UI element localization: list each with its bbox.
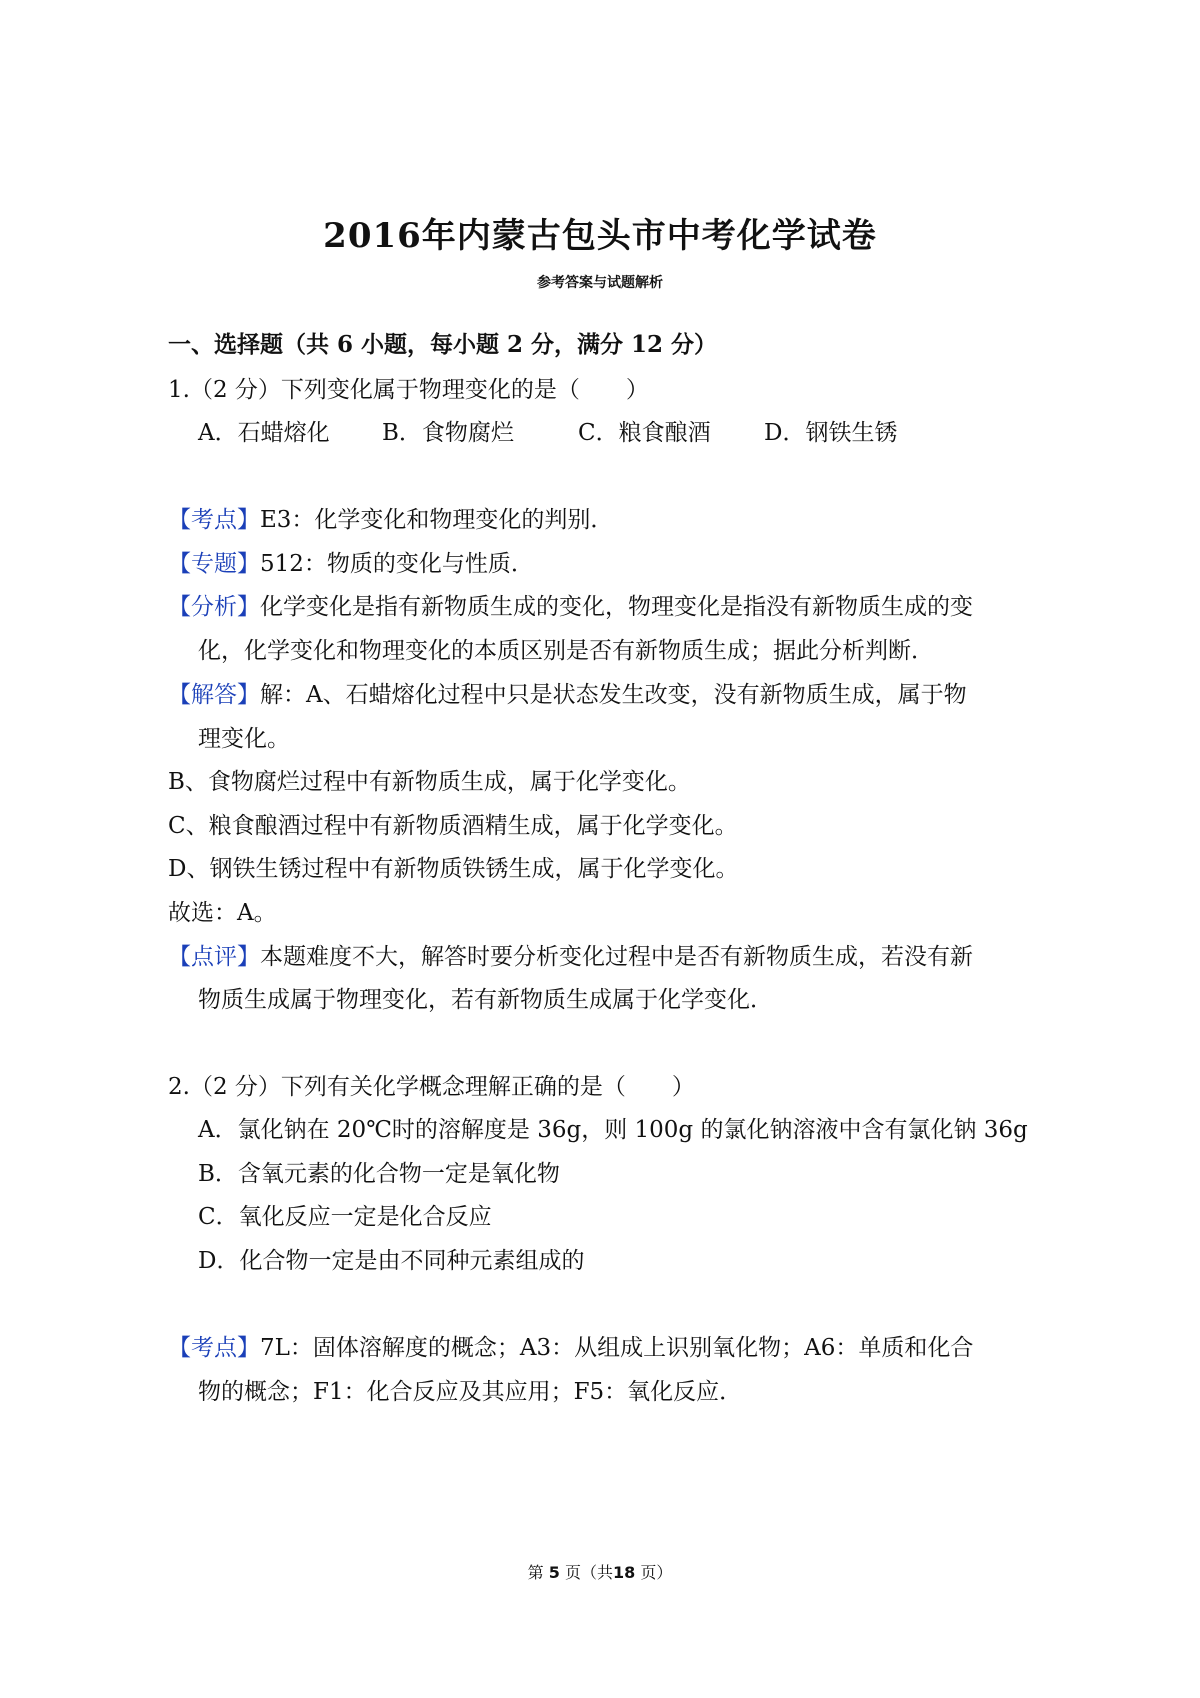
kaodian-text: E3：化学变化和物理变化的判别． [260,507,614,533]
q1-option-b: B．食物腐烂 [382,420,514,446]
q1-jieda-b: B、食物腐烂过程中有新物质生成，属于化学变化。 [168,769,691,795]
question-2-stem: 2.（2 分）下列有关化学概念理解正确的是（ ） [168,1074,695,1100]
page-subtitle: 参考答案与试题解析 [537,275,663,291]
q2-option-c: C．氧化反应一定是化合反应 [198,1204,492,1230]
fenxi-tag: 【分析】 [168,594,260,620]
q1-jieda-c: C、粮食酿酒过程中有新物质酒精生成，属于化学变化。 [168,813,738,839]
section-heading: 一、选择题（共 6 小题，每小题 2 分，满分 12 分） [168,331,718,358]
q2-kaodian-tag: 【考点】 [168,1335,260,1361]
q1-option-d: D．钢铁生锈 [764,420,898,446]
dianping-tag: 【点评】 [168,944,260,970]
zhuanti-text: 512：物质的变化与性质． [260,551,534,577]
q1-option-a: A．石蜡熔化 [198,420,330,446]
q1-answer: 故选：A。 [168,900,277,926]
question-1-stem: 1.（2 分）下列变化属于物理变化的是（ ） [168,377,649,403]
q1-fenxi [168,592,973,622]
q2-kaodian-text-1: 7L：固体溶解度的概念；A3：从组成上识别氧化物；A6：单质和化合 [260,1335,974,1361]
q2-option-b: B．含氧元素的化合物一定是氧化物 [198,1161,560,1187]
kaodian-tag: 【考点】 [168,507,260,533]
dianping-text-1: 本题难度不大，解答时要分析变化过程中是否有新物质生成，若没有新 [260,944,973,970]
fenxi-text-1: 化学变化是指有新物质生成的变化，物理变化是指没有新物质生成的变 [260,594,973,620]
footer-suffix: 页） [640,1563,673,1582]
footer-total-pages: 18 [612,1563,636,1582]
q2-kaodian [168,1333,973,1363]
q1-dianping [168,942,973,972]
q1-zhuanti [168,549,534,579]
q1-option-c: C．粮食酿酒 [578,420,711,446]
footer-page-number: 5 [548,1563,560,1582]
q1-jieda-d: D、钢铁生锈过程中有新物质铁锈生成，属于化学变化。 [168,856,739,882]
q1-fenxi-cont: 化，化学变化和物理变化的本质区别是否有新物质生成；据此分析判断． [198,638,934,664]
q2-option-d: D．化合物一定是由不同种元素组成的 [198,1248,585,1274]
jieda-text-1: 解：A、石蜡熔化过程中只是状态发生改变，没有新物质生成，属于物 [260,682,967,708]
q1-kaodian [168,505,613,535]
q2-kaodian-cont: 物的概念；F1：化合反应及其应用；F5：氧化反应． [198,1379,743,1405]
q1-dianping-cont: 物质生成属于物理变化，若有新物质生成属于化学变化． [198,987,773,1013]
footer-middle: 页（共 [564,1563,613,1582]
footer-prefix: 第 [527,1563,544,1582]
page-footer [0,1560,1200,1583]
jieda-tag: 【解答】 [168,682,260,708]
q2-option-a: A．氯化钠在 20℃时的溶解度是 36g，则 100g 的氯化钠溶液中含有氯化钠 36g [198,1117,1028,1143]
zhuanti-tag: 【专题】 [168,551,260,577]
q1-jieda [168,680,967,710]
q1-jieda-cont: 理变化。 [198,726,290,752]
page-title: 2016年内蒙古包头市中考化学试卷 [323,216,877,256]
